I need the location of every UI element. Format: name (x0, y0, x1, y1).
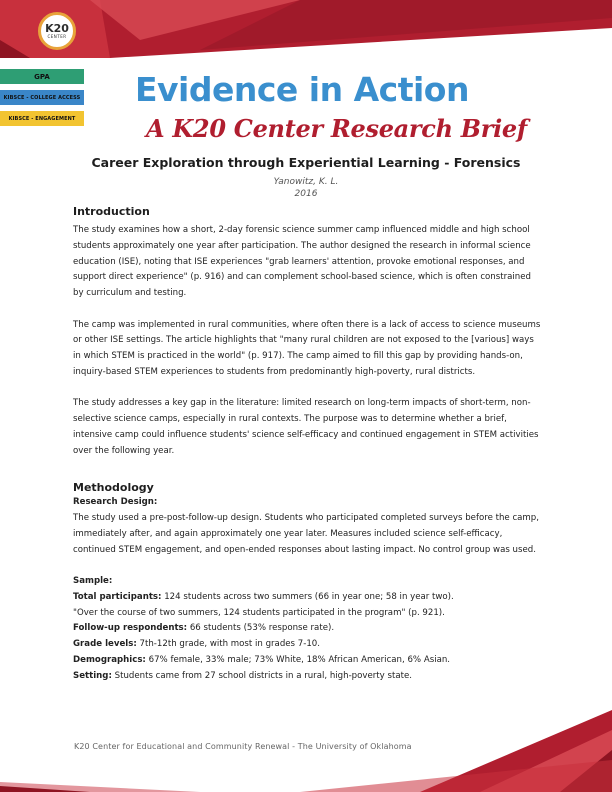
sample-label-setting: Setting: (73, 670, 112, 681)
sample-followup (73, 621, 543, 637)
author-name: Yanowitz, K. L. (273, 177, 339, 187)
section-heading-methodology: Methodology (73, 481, 154, 495)
sample-value-demographics: 67% female, 33% male; 73% White, 18% African American, 6% Asian. (148, 654, 451, 665)
sample-value-followup: 66 students (53% response rate). (189, 623, 335, 634)
brief-title: Career Exploration through Experiential Learning - Forensics (91, 155, 521, 170)
tag-college-access: KIBSCE - COLLEGE ACCESS (0, 90, 84, 105)
sample-setting (73, 669, 543, 685)
logo-mark-text: K20 (45, 22, 69, 35)
sample-label-demographics: Demographics: (73, 654, 146, 665)
sample-total-participants (73, 590, 543, 606)
sample-value-setting: Students came from 27 school districts in a rural, high-poverty state. (114, 670, 412, 681)
page-title: Evidence in Action (135, 70, 469, 109)
sample-value-total: 124 students across two summers (66 in year one; 58 in year two). (164, 591, 454, 602)
sample-quote (73, 606, 543, 622)
sample-quote-text: "Over the course of two summers, 124 students participated in the program" (p. 921). (73, 607, 445, 618)
publication-year: 2016 (294, 189, 318, 199)
tag-engagement: KIBSCE - ENGAGEMENT (0, 111, 84, 126)
main-content (73, 205, 543, 685)
research-design-label: Research Design: (73, 497, 158, 508)
design-paragraph: The study used a pre-post-follow-up design. Students who participated completed surveys before the camp, immediately after, and again approximately one year later. Measures included science self-efficacy, continued STEM engagement, and open-ended responses about lasting impact. No control group was used. (73, 512, 539, 555)
sample-demographics (73, 653, 543, 669)
sample-value-grades: 7th-12th grade, with most in grades 7-10. (139, 639, 321, 650)
sample-label: Sample: (73, 575, 113, 586)
intro-paragraph-2: The camp was implemented in rural communities, where often there is a lack of access to science museums or other ISE settings. The article highlights that "many rural children are not exposed to the [various] ways in which STEM is practiced in the world" (p. 917). The camp aimed to fill this gap by providing hands-on, inquiry-based STEM experiences to students from predominantly high-poverty, rural districts. (73, 319, 541, 377)
logo-sub-text: CENTER (47, 34, 67, 39)
sample-grades (73, 637, 543, 653)
page-subtitle: A K20 Center Research Brief (146, 114, 527, 143)
author-block (0, 176, 612, 200)
intro-paragraph-1: The study examines how a short, 2-day forensic science summer camp influenced middle and high school students approximately one year after participation. The author designed the research in informal science education (ISE), noting that ISE experiences "grab learners' attention, provoke emotional responses, and support direct experience" (p. 916) and can complement school-based science, which is often constrained by curriculum and testing. (73, 225, 531, 299)
header-band-graphic (0, 0, 612, 58)
sample-label-total: Total participants: (73, 591, 162, 602)
section-heading-introduction: Introduction (73, 205, 150, 218)
k20-logo (38, 12, 76, 50)
intro-paragraph-3: The study addresses a key gap in the literature: limited research on long-term impacts of short-term, non-selective science camps, especially in rural contexts. The purpose was to determine whether a brief, intensive camp could influence students' science self-efficacy and continued engagement in STEM activities over the following year. (73, 398, 539, 456)
sample-label-followup: Follow-up respondents: (73, 623, 188, 634)
sample-label-grades: Grade levels: (73, 639, 137, 650)
tag-gpa: GPA (0, 69, 84, 84)
footer-text: K20 Center for Educational and Community Renewal - The University of Oklahoma (74, 742, 412, 751)
